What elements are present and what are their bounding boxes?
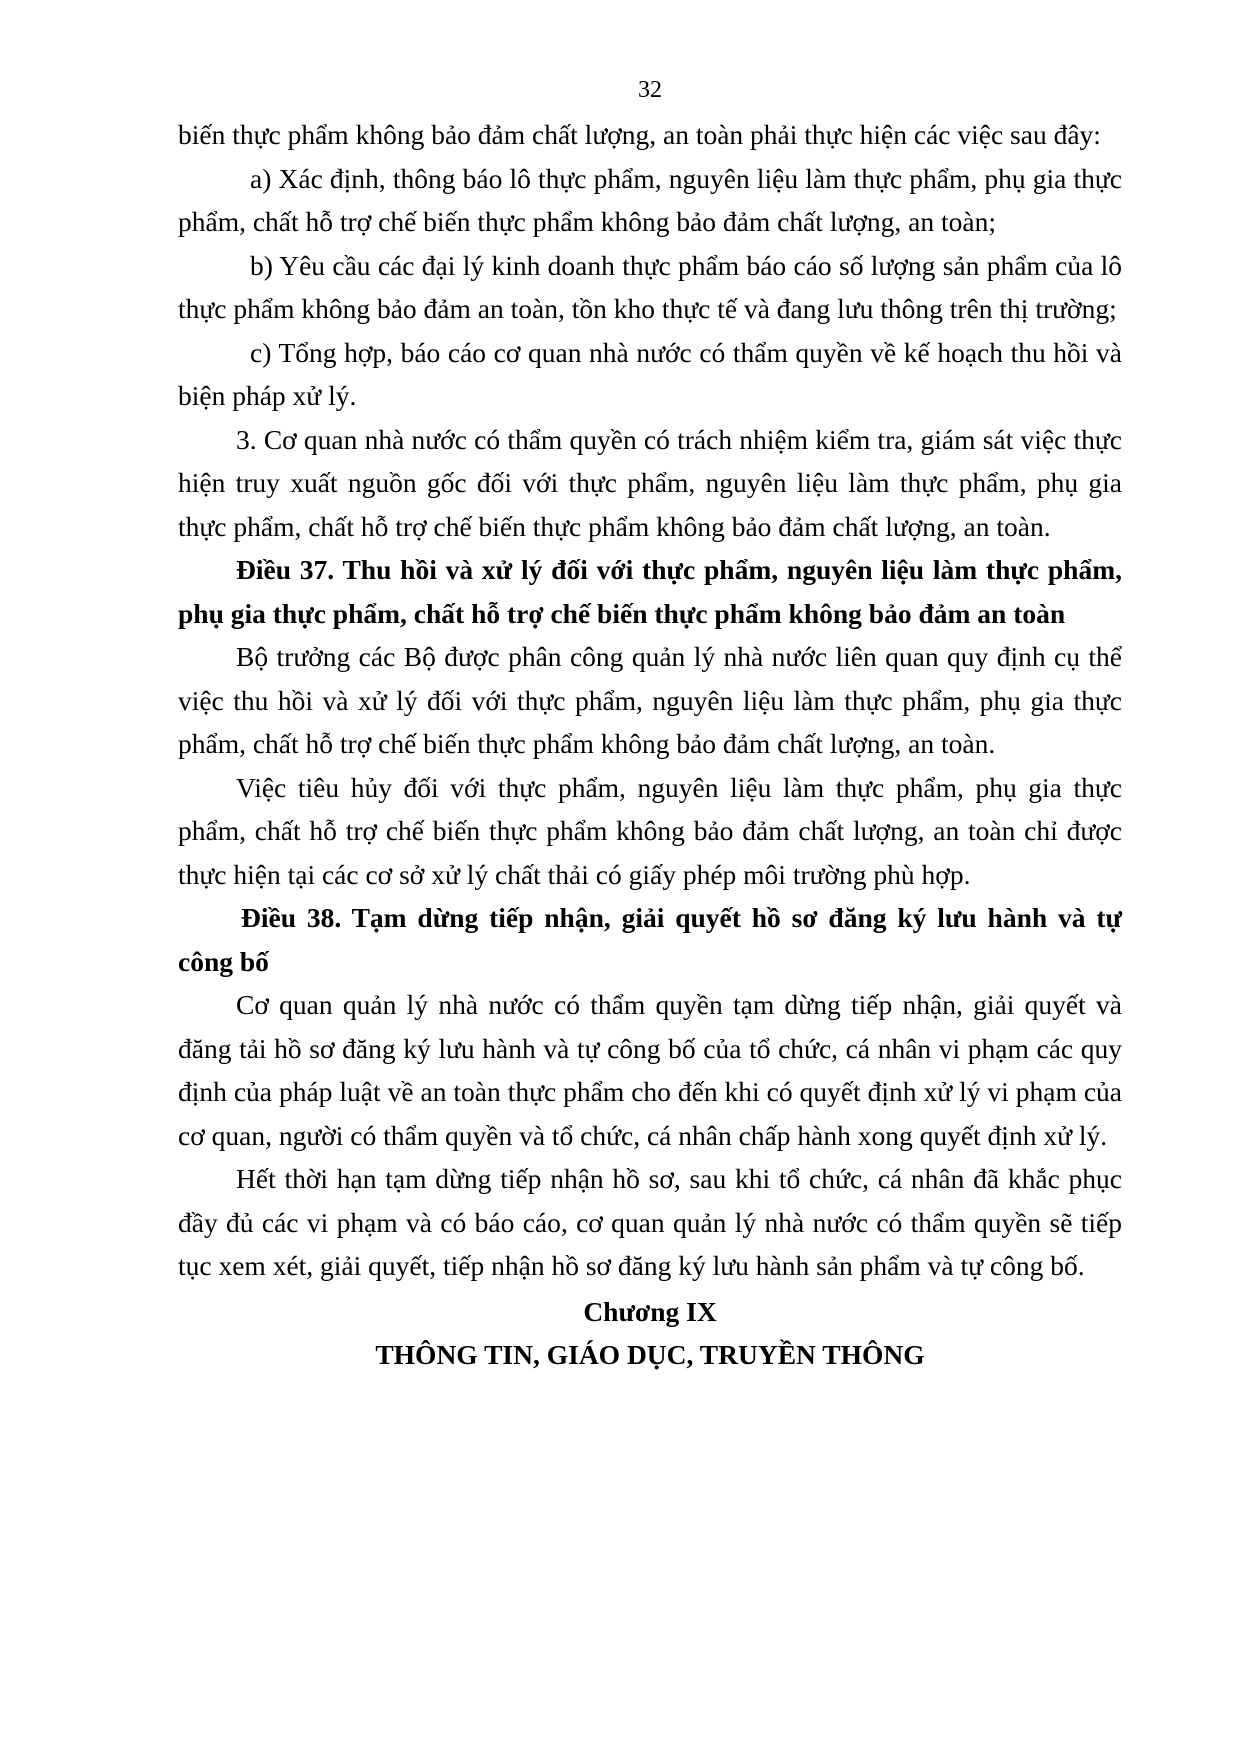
- page-number: 32: [638, 77, 662, 103]
- clause-3: 3. Cơ quan nhà nước có thẩm quyền có trách nhiệm kiểm tra, giám sát việc thực hiện truy xuất nguồn gốc đối với thực phẩm, nguyên liệu làm thực phẩm, phụ gia thực phẩm, chất hỗ trợ chế biến thực phẩm không bảo đảm chất lượng, an toàn.: [178, 423, 1122, 542]
- article-37-heading: Điều 37. Thu hồi và xử lý đối với thực phẩm, nguyên liệu làm thực phẩm, phụ gia thực phẩm, chất hỗ trợ chế biến thực phẩm không bảo đảm an toàn: [178, 554, 1122, 629]
- article-38-paragraph-1: Cơ quan quản lý nhà nước có thẩm quyền tạm dừng tiếp nhận, giải quyết và đăng tải hồ sơ đăng ký lưu hành và tự công bố của tổ chức, cá nhân vi phạm các quy định của pháp luật về an toàn thực phẩm cho đến khi có quyết định xử lý vi phạm của cơ quan, người có thẩm quyền và tổ chức, cá nhân chấp hành xong quyết định xử lý.: [178, 989, 1122, 1151]
- paragraph-continuation: biến thực phẩm không bảo đảm chất lượng, an toàn phải thực hiện các việc sau đây:: [178, 119, 1101, 150]
- chapter-title: THÔNG TIN, GIÁO DỤC, TRUYỀN THÔNG: [375, 1339, 925, 1370]
- list-item-b: b) Yêu cầu các đại lý kinh doanh thực phẩm báo cáo số lượng sản phẩm của lô thực phẩm không bảo đảm an toàn, tồn kho thực tế và đang lưu thông trên thị trường;: [178, 249, 1122, 324]
- article-37-paragraph-2: Việc tiêu hủy đối với thực phẩm, nguyên liệu làm thực phẩm, phụ gia thực phẩm, chất hỗ trợ chế biến thực phẩm không bảo đảm chất lượng, an toàn chỉ được thực hiện tại các cơ sở xử lý chất thải có giấy phép môi trường phù hợp.: [178, 771, 1122, 890]
- chapter-number: Chương IX: [583, 1295, 717, 1327]
- document-page: [178, 70, 1122, 1377]
- list-item-a: a) Xác định, thông báo lô thực phẩm, nguyên liệu làm thực phẩm, phụ gia thực phẩm, chất hỗ trợ chế biến thực phẩm không bảo đảm chất lượng, an toàn;: [178, 162, 1122, 237]
- article-38-heading: Điều 38. Tạm dừng tiếp nhận, giải quyết hồ sơ đăng ký lưu hành và tự công bố: [178, 902, 1122, 977]
- list-item-c: c) Tổng hợp, báo cáo cơ quan nhà nước có thẩm quyền về kế hoạch thu hồi và biện pháp xử lý.: [178, 336, 1122, 411]
- article-37-paragraph-1: Bộ trưởng các Bộ được phân công quản lý nhà nước liên quan quy định cụ thể việc thu hồi và xử lý đối với thực phẩm, nguyên liệu làm thực phẩm, phụ gia thực phẩm, chất hỗ trợ chế biến thực phẩm không bảo đảm chất lượng, an toàn.: [178, 641, 1122, 759]
- article-38-paragraph-2: Hết thời hạn tạm dừng tiếp nhận hồ sơ, sau khi tổ chức, cá nhân đã khắc phục đầy đủ các vi phạm và có báo cáo, cơ quan quản lý nhà nước có thẩm quyền sẽ tiếp tục xem xét, giải quyết, tiếp nhận hồ sơ đăng ký lưu hành sản phẩm và tự công bố.: [178, 1163, 1122, 1281]
